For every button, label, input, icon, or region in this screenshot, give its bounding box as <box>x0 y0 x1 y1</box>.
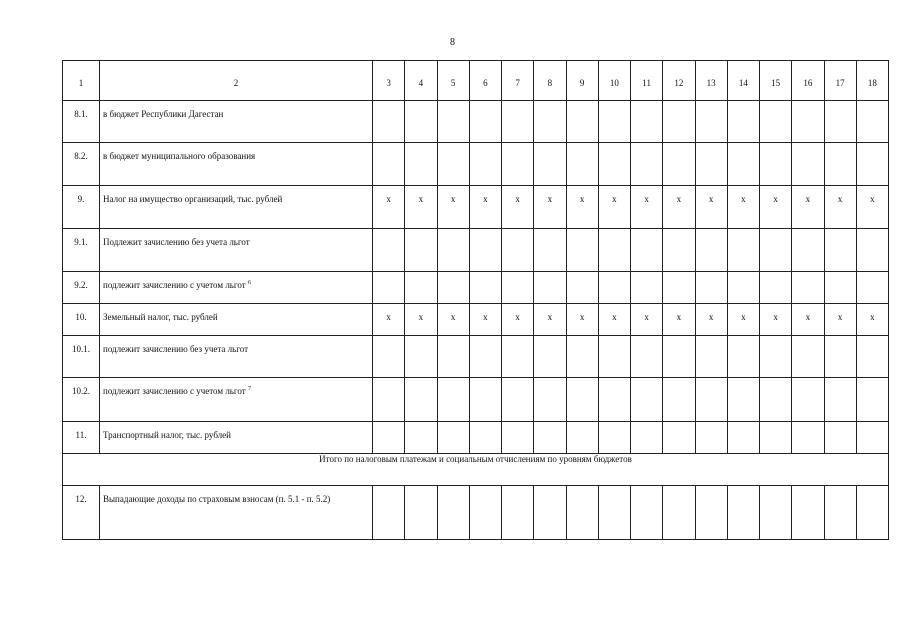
value-cell: x <box>856 186 888 229</box>
value-cell <box>824 272 856 304</box>
header-cell-12: 12 <box>663 61 695 101</box>
header-cell-14: 14 <box>727 61 759 101</box>
value-cell: x <box>856 304 888 336</box>
value-cell <box>631 336 663 378</box>
value-cell <box>760 143 792 186</box>
row-number: 9.1. <box>63 229 100 272</box>
footnote-ref: 7 <box>247 386 251 392</box>
value-cell <box>631 486 663 540</box>
value-cell: x <box>598 304 630 336</box>
row-label <box>100 378 373 422</box>
value-cell <box>792 486 824 540</box>
value-cell <box>502 486 534 540</box>
section-title: Итого по налоговым платежам и социальным отчислениям по уровням бюджетов <box>63 454 889 486</box>
header-cell-18: 18 <box>856 61 888 101</box>
row-number: 11. <box>63 422 100 454</box>
value-cell: x <box>405 186 437 229</box>
value-cell <box>502 143 534 186</box>
value-cell <box>760 229 792 272</box>
value-cell: x <box>824 186 856 229</box>
value-cell <box>856 422 888 454</box>
value-cell <box>856 229 888 272</box>
value-cell <box>695 486 727 540</box>
header-cell-11: 11 <box>631 61 663 101</box>
value-cell <box>760 101 792 143</box>
table-row <box>63 304 889 336</box>
value-cell <box>469 143 501 186</box>
value-cell <box>663 378 695 422</box>
value-cell <box>598 486 630 540</box>
value-cell <box>405 486 437 540</box>
value-cell <box>534 229 566 272</box>
value-cell: x <box>792 304 824 336</box>
value-cell <box>469 486 501 540</box>
value-cell <box>663 422 695 454</box>
value-cell: x <box>373 304 405 336</box>
value-cell <box>695 422 727 454</box>
page-number: 8 <box>450 37 455 48</box>
value-cell <box>405 143 437 186</box>
value-cell <box>792 101 824 143</box>
value-cell <box>534 422 566 454</box>
value-cell <box>824 486 856 540</box>
value-cell: x <box>405 304 437 336</box>
value-cell <box>566 378 598 422</box>
row-label-text: Земельный налог, тыс. рублей <box>103 312 218 322</box>
value-cell <box>663 229 695 272</box>
value-cell: x <box>695 304 727 336</box>
value-cell <box>856 272 888 304</box>
row-label <box>100 304 373 336</box>
value-cell <box>598 272 630 304</box>
row-number: 10. <box>63 304 100 336</box>
value-cell <box>534 101 566 143</box>
value-cell <box>631 272 663 304</box>
value-cell <box>856 336 888 378</box>
value-cell <box>405 378 437 422</box>
value-cell <box>856 143 888 186</box>
table-row <box>63 143 889 186</box>
value-cell: x <box>727 186 759 229</box>
value-cell <box>598 378 630 422</box>
header-cell-13: 13 <box>695 61 727 101</box>
value-cell: x <box>631 186 663 229</box>
value-cell <box>824 378 856 422</box>
value-cell <box>437 272 469 304</box>
header-cell-3: 3 <box>373 61 405 101</box>
row-label-text: подлежит зачислению с учетом льгот <box>103 280 246 290</box>
value-cell <box>727 336 759 378</box>
value-cell <box>695 143 727 186</box>
section-row <box>63 454 889 486</box>
value-cell <box>502 378 534 422</box>
row-label <box>100 229 373 272</box>
footnote-ref: 6 <box>247 280 251 286</box>
value-cell <box>856 378 888 422</box>
value-cell <box>663 486 695 540</box>
value-cell <box>792 336 824 378</box>
value-cell <box>566 486 598 540</box>
header-cell-9: 9 <box>566 61 598 101</box>
header-row <box>63 61 889 101</box>
header-cell-8: 8 <box>534 61 566 101</box>
value-cell <box>695 336 727 378</box>
value-cell <box>598 422 630 454</box>
value-cell <box>760 272 792 304</box>
row-number: 9. <box>63 186 100 229</box>
row-label: Выпадающие доходы по страховым взносам (п. 5.1 - п. 5.2) <box>100 486 373 540</box>
row-label-text: подлежит зачислению без учета льгот <box>103 344 249 354</box>
table-row <box>63 101 889 143</box>
value-cell: x <box>469 186 501 229</box>
value-cell <box>727 378 759 422</box>
value-cell <box>502 272 534 304</box>
value-cell <box>631 229 663 272</box>
value-cell <box>824 143 856 186</box>
value-cell <box>373 101 405 143</box>
value-cell: x <box>437 186 469 229</box>
value-cell <box>566 422 598 454</box>
row-number: 8.2. <box>63 143 100 186</box>
value-cell: x <box>663 186 695 229</box>
value-cell <box>631 101 663 143</box>
value-cell <box>469 336 501 378</box>
value-cell <box>856 101 888 143</box>
value-cell: x <box>792 186 824 229</box>
value-cell <box>760 336 792 378</box>
value-cell <box>437 378 469 422</box>
value-cell <box>792 422 824 454</box>
value-cell: x <box>534 304 566 336</box>
value-cell <box>566 143 598 186</box>
value-cell <box>566 336 598 378</box>
row-number: 10.1. <box>63 336 100 378</box>
value-cell <box>727 422 759 454</box>
value-cell: x <box>566 186 598 229</box>
value-cell <box>598 336 630 378</box>
row-number: 9.2. <box>63 272 100 304</box>
row-label-text: в бюджет Республики Дагестан <box>103 109 224 119</box>
header-cell-10: 10 <box>598 61 630 101</box>
value-cell: x <box>534 186 566 229</box>
row-label <box>100 186 373 229</box>
value-cell <box>502 229 534 272</box>
row-label <box>100 101 373 143</box>
value-cell <box>566 229 598 272</box>
row-number: 8.1. <box>63 101 100 143</box>
value-cell <box>792 229 824 272</box>
row-label <box>100 143 373 186</box>
value-cell <box>469 101 501 143</box>
value-cell <box>727 101 759 143</box>
value-cell <box>405 101 437 143</box>
value-cell: x <box>437 304 469 336</box>
header-cell-2: 2 <box>100 61 373 101</box>
value-cell <box>695 101 727 143</box>
table-row <box>63 486 889 540</box>
value-cell <box>856 486 888 540</box>
value-cell <box>760 486 792 540</box>
table-row <box>63 422 889 454</box>
value-cell: x <box>760 186 792 229</box>
row-label <box>100 422 373 454</box>
value-cell <box>437 101 469 143</box>
value-cell <box>373 422 405 454</box>
value-cell <box>695 378 727 422</box>
header-cell-17: 17 <box>824 61 856 101</box>
value-cell <box>534 378 566 422</box>
value-cell: x <box>469 304 501 336</box>
header-cell-4: 4 <box>405 61 437 101</box>
value-cell <box>727 143 759 186</box>
value-cell <box>695 229 727 272</box>
value-cell <box>534 143 566 186</box>
value-cell: x <box>502 186 534 229</box>
table-row <box>63 186 889 229</box>
value-cell: x <box>663 304 695 336</box>
value-cell <box>469 422 501 454</box>
value-cell <box>373 272 405 304</box>
value-cell <box>469 272 501 304</box>
value-cell <box>437 486 469 540</box>
value-cell <box>727 486 759 540</box>
value-cell <box>598 143 630 186</box>
row-label-text: подлежит зачислению с учетом льгот <box>103 386 246 396</box>
value-cell <box>663 101 695 143</box>
value-cell <box>824 336 856 378</box>
value-cell <box>405 336 437 378</box>
value-cell: x <box>373 186 405 229</box>
value-cell <box>760 422 792 454</box>
row-label <box>100 336 373 378</box>
value-cell <box>373 486 405 540</box>
table-row <box>63 336 889 378</box>
value-cell <box>534 272 566 304</box>
row-label-text: Налог на имущество организаций, тыс. рублей <box>103 194 283 204</box>
value-cell: x <box>566 304 598 336</box>
value-cell <box>598 101 630 143</box>
value-cell <box>437 143 469 186</box>
value-cell <box>373 143 405 186</box>
row-label-text: Транспортный налог, тыс. рублей <box>103 430 231 440</box>
value-cell <box>405 229 437 272</box>
value-cell <box>437 336 469 378</box>
table-row <box>63 229 889 272</box>
value-cell: x <box>695 186 727 229</box>
value-cell <box>437 422 469 454</box>
value-cell <box>502 422 534 454</box>
value-cell: x <box>727 304 759 336</box>
report-table-body <box>63 61 889 540</box>
header-cell-5: 5 <box>437 61 469 101</box>
value-cell <box>631 422 663 454</box>
value-cell <box>598 229 630 272</box>
value-cell <box>534 486 566 540</box>
value-cell <box>469 229 501 272</box>
value-cell <box>760 378 792 422</box>
value-cell <box>824 422 856 454</box>
value-cell: x <box>824 304 856 336</box>
value-cell <box>631 378 663 422</box>
header-cell-15: 15 <box>760 61 792 101</box>
row-label-text: Подлежит зачислению без учета льгот <box>103 237 250 247</box>
header-cell-6: 6 <box>469 61 501 101</box>
value-cell <box>566 272 598 304</box>
value-cell <box>695 272 727 304</box>
value-cell <box>373 229 405 272</box>
value-cell <box>502 336 534 378</box>
value-cell <box>727 272 759 304</box>
value-cell <box>663 336 695 378</box>
report-table <box>62 60 889 540</box>
value-cell: x <box>502 304 534 336</box>
header-cell-16: 16 <box>792 61 824 101</box>
value-cell <box>437 229 469 272</box>
value-cell <box>405 422 437 454</box>
value-cell <box>792 143 824 186</box>
value-cell <box>502 101 534 143</box>
table-row <box>63 272 889 304</box>
value-cell <box>824 101 856 143</box>
value-cell <box>663 143 695 186</box>
value-cell <box>373 378 405 422</box>
header-cell-7: 7 <box>502 61 534 101</box>
table-row <box>63 378 889 422</box>
row-number: 10.2. <box>63 378 100 422</box>
value-cell <box>534 336 566 378</box>
row-label-text: в бюджет муниципального образования <box>103 151 256 161</box>
value-cell <box>373 336 405 378</box>
value-cell <box>663 272 695 304</box>
header-cell-1: 1 <box>63 61 100 101</box>
value-cell <box>792 378 824 422</box>
value-cell <box>824 229 856 272</box>
value-cell <box>469 378 501 422</box>
value-cell <box>566 101 598 143</box>
value-cell <box>405 272 437 304</box>
value-cell: x <box>631 304 663 336</box>
value-cell <box>792 272 824 304</box>
value-cell <box>727 229 759 272</box>
value-cell: x <box>598 186 630 229</box>
value-cell <box>631 143 663 186</box>
value-cell: x <box>760 304 792 336</box>
row-number: 12. <box>63 486 100 540</box>
row-label <box>100 272 373 304</box>
